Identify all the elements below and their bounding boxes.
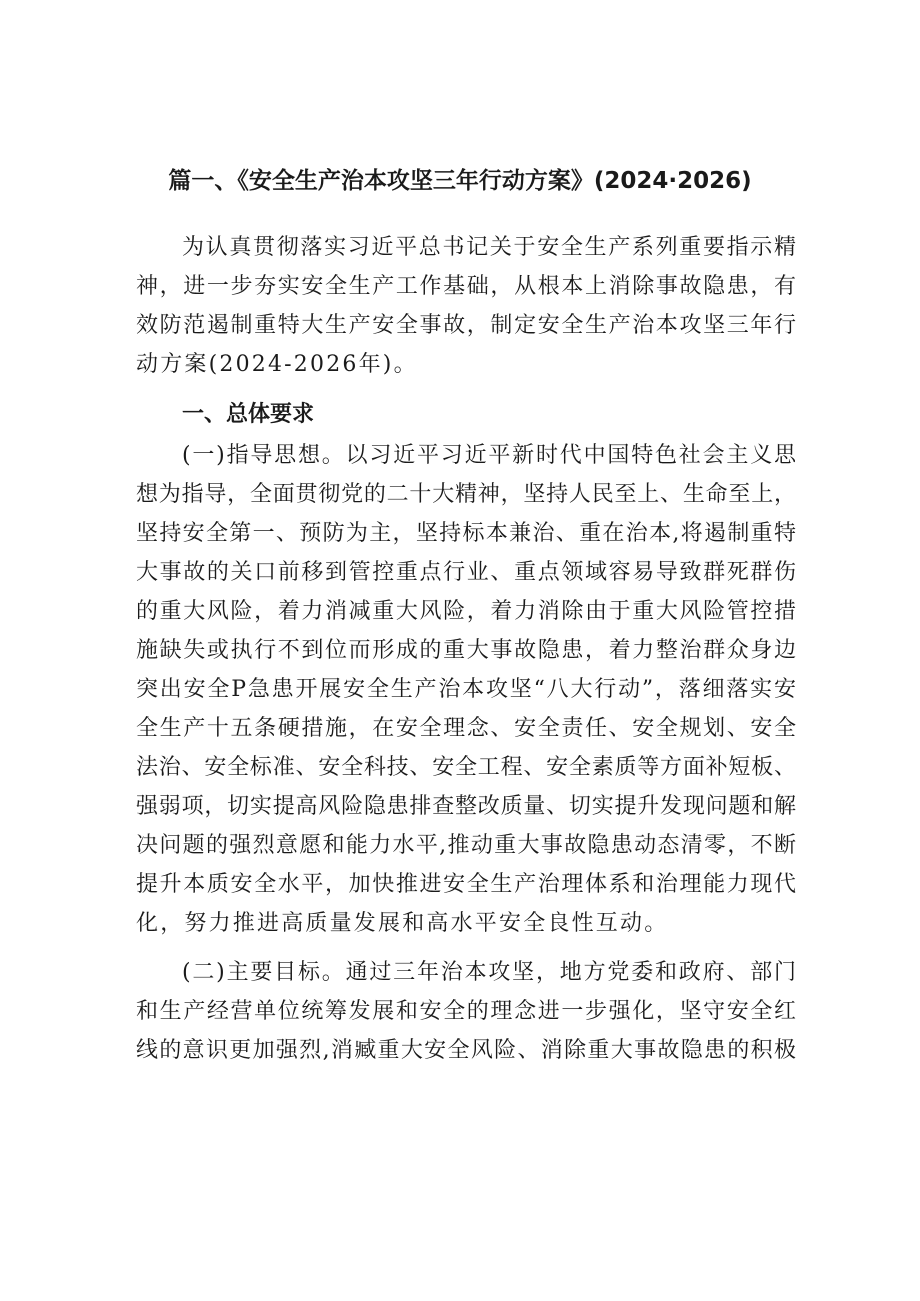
para2-line-2: 和生产经营单位统筹发展和安全的理念进一步强化，坚守安全红 (136, 999, 796, 1024)
para1-line-1: (一)指导思想。以习近平习近平新时代中国特色社会主义思 (182, 443, 796, 468)
para1-line-4: 大事故的关口前移到管控重点行业、重点领域容易导致群死群伤 (136, 560, 796, 585)
para1-line-3: 坚持安全第一、预防为主，坚持标本兼治、重在治本,将遏制重特 (136, 521, 796, 546)
para1-line-6: 施缺失或执行不到位而形成的重大事故隐患，着力整治群众身边 (136, 638, 796, 663)
para1-line-10: 强弱项，切实提高风险隐患排查整改质量、切实提升发现问题和解 (136, 794, 796, 819)
spacer (136, 943, 796, 953)
document-body (136, 228, 796, 1070)
para1-line-2: 想为指导，全面贯彻党的二十大精神，坚持人民至上、生命至上， (136, 482, 796, 507)
para1-line-7: 突出安全P急患开展安全生产治本攻坚“八大行动”，落细落实安 (136, 677, 796, 702)
spacer (136, 384, 796, 394)
para1-line-11: 决问题的强烈意愿和能力水平,推动重大事故隐患动态清零，不断 (136, 833, 796, 858)
intro-line-3: 效防范遏制重特大生产安全事故，制定安全生产治本攻坚三年行 (136, 313, 796, 338)
para2-line-1: (二)主要目标。通过三年治本攻坚，地方党委和政府、部门 (182, 960, 796, 985)
section-heading-overall-requirements: 一、总体要求 (182, 402, 315, 427)
document-title: 篇一、《安全生产治本攻坚三年行动方案》(2024·2026) (168, 168, 752, 194)
para1-line-8: 全生产十五条硬措施，在安全理念、安全责任、安全规划、安全 (136, 716, 796, 741)
para1-line-5: 的重大风险，着力消减重大风险，着力消除由于重大风险管控措 (136, 599, 796, 624)
intro-line-1: 为认真贯彻落实习近平总书记关于安全生产系列重要指示精 (182, 235, 796, 260)
para1-line-9: 法治、安全标准、安全科技、安全工程、安全素质等方面补短板、 (136, 755, 796, 780)
intro-line-2: 神，进一步夯实安全生产工作基础，从根本上消除事故隐患，有 (136, 274, 796, 299)
intro-line-4: 动方案(2024-2026年)。 (136, 352, 418, 377)
para1-line-13: 化，努力推进高质量发展和高水平安全良性互动。 (136, 911, 669, 936)
para2-line-3: 线的意识更加强烈,消臧重大安全风险、消除重大事故隐患的积极 (136, 1038, 796, 1063)
para1-line-12: 提升本质安全水平，加快推进安全生产治理体系和治理能力现代 (136, 872, 796, 897)
